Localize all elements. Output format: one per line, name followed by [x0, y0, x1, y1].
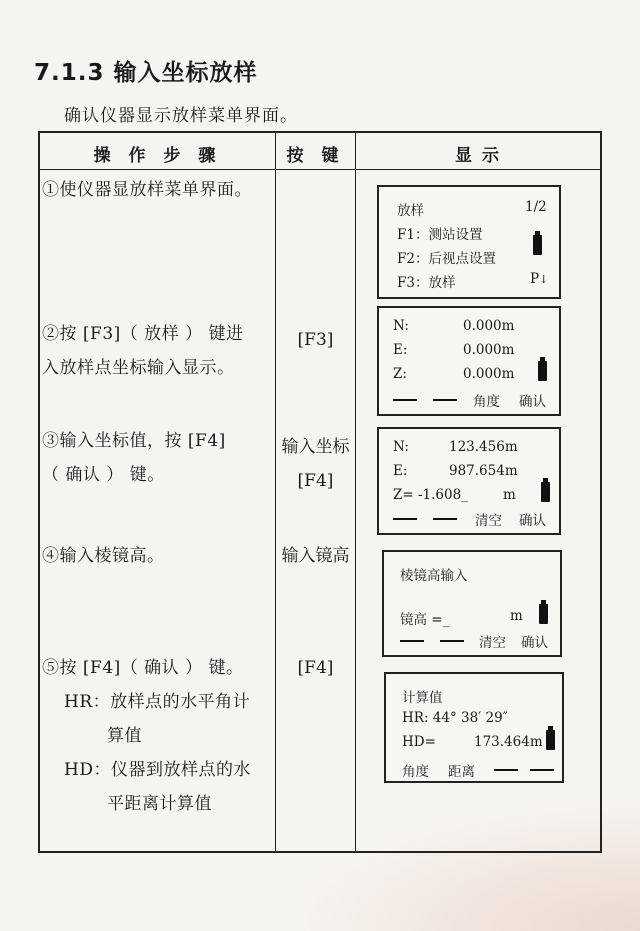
screen-coord-empty	[377, 306, 561, 416]
header-display: 显 示	[455, 146, 501, 166]
step-5-key: [F4]	[297, 658, 334, 678]
z-label: Z:	[393, 366, 407, 382]
softkey-blank	[440, 640, 464, 642]
e-label: E:	[393, 463, 408, 479]
prism-input: 镜高 =_	[400, 612, 450, 628]
n-value: 0.000m	[463, 318, 515, 334]
prism-title: 棱镜高输入	[400, 568, 468, 584]
header-key: 按 键	[286, 146, 345, 166]
battery-icon	[541, 482, 550, 502]
step-5-line: 平距离计算值	[107, 794, 212, 814]
softkey-blank	[433, 518, 457, 520]
step-1	[42, 173, 252, 207]
step-5-line: 算值	[107, 726, 142, 746]
step-2-line: 入放样点坐标输入显示。	[42, 358, 235, 378]
step-3-line: （ 确认 ） 键。	[42, 465, 165, 485]
step-4-line: ④输入棱镜高。	[42, 546, 165, 566]
menu-more-label: P	[530, 271, 540, 287]
screen-prism-height	[382, 550, 562, 657]
step-1-line: ①使仪器显放样菜单界面。	[42, 180, 252, 200]
screen-result	[384, 672, 564, 783]
z-input: Z= -1.608_	[393, 487, 468, 503]
section-title: 7.1.3 输入坐标放样	[34, 60, 258, 86]
menu-f3: F3：放样	[397, 275, 456, 291]
step-3	[42, 424, 226, 492]
softkey-blank	[393, 399, 417, 401]
softkey-confirm: 确认	[521, 635, 548, 651]
header-divider	[40, 169, 600, 170]
step-5-line: ⑤按 [F4]（ 确认 ） 键。	[42, 658, 244, 678]
softkey-confirm: 确认	[519, 513, 546, 529]
intro-text: 确认仪器显示放样菜单界面。	[64, 106, 298, 126]
softkey-distance: 距离	[448, 764, 475, 780]
softkey-blank	[530, 769, 554, 771]
prism-unit: m	[510, 608, 523, 624]
step-2-key: [F3]	[297, 330, 334, 350]
e-label: E:	[393, 342, 408, 358]
battery-icon	[546, 730, 555, 750]
softkey-clear: 清空	[479, 635, 506, 651]
menu-more	[530, 271, 548, 287]
screen-stakeout-menu	[377, 185, 561, 299]
menu-page: 1/2	[525, 199, 547, 215]
result-title: 计算值	[402, 690, 443, 706]
softkey-blank	[393, 518, 417, 520]
step-2	[42, 317, 244, 385]
step-5-line: HD：仪器到放样点的水	[64, 760, 251, 780]
screen-coord-input	[377, 427, 561, 535]
step-4-key: 输入镜高	[281, 546, 350, 566]
battery-icon	[538, 361, 547, 381]
battery-icon	[533, 235, 542, 255]
hd-value: 173.464m	[474, 734, 543, 750]
step-3-key-line: [F4]	[297, 471, 334, 491]
n-label: N:	[393, 439, 409, 455]
procedure-table	[38, 131, 602, 853]
z-unit: m	[503, 487, 516, 503]
softkey-confirm: 确认	[519, 394, 546, 410]
battery-icon	[539, 604, 548, 624]
arrow-down-icon: ↓	[539, 273, 549, 286]
step-4	[42, 539, 165, 573]
step-3-key-line: 输入坐标	[281, 437, 350, 457]
step-2-line: ②按 [F3]（ 放样 ） 键进	[42, 324, 244, 344]
z-value: 0.000m	[463, 366, 515, 382]
e-value: 987.654m	[449, 463, 518, 479]
softkey-blank	[494, 769, 518, 771]
softkey-angle: 角度	[473, 394, 500, 410]
hd-label: HD=	[402, 734, 436, 750]
step-5	[42, 651, 251, 821]
step-5-line: HR：放样点的水平角计	[64, 692, 251, 712]
menu-f2: F2：后视点设置	[397, 251, 496, 267]
hr-value: HR: 44° 38′ 29″	[402, 710, 508, 726]
menu-title: 放样	[397, 203, 424, 219]
column-divider	[355, 133, 356, 851]
softkey-angle: 角度	[402, 764, 429, 780]
n-value: 123.456m	[449, 439, 518, 455]
softkey-blank	[400, 640, 424, 642]
n-label: N:	[393, 318, 409, 334]
step-3-line: ③输入坐标值，按 [F4]	[42, 431, 226, 451]
softkey-blank	[433, 399, 457, 401]
softkey-clear: 清空	[475, 513, 502, 529]
step-3-key	[276, 430, 355, 498]
menu-f1: F1：测站设置	[397, 227, 483, 243]
header-operation: 操 作 步 骤	[93, 146, 222, 166]
e-value: 0.000m	[463, 342, 515, 358]
